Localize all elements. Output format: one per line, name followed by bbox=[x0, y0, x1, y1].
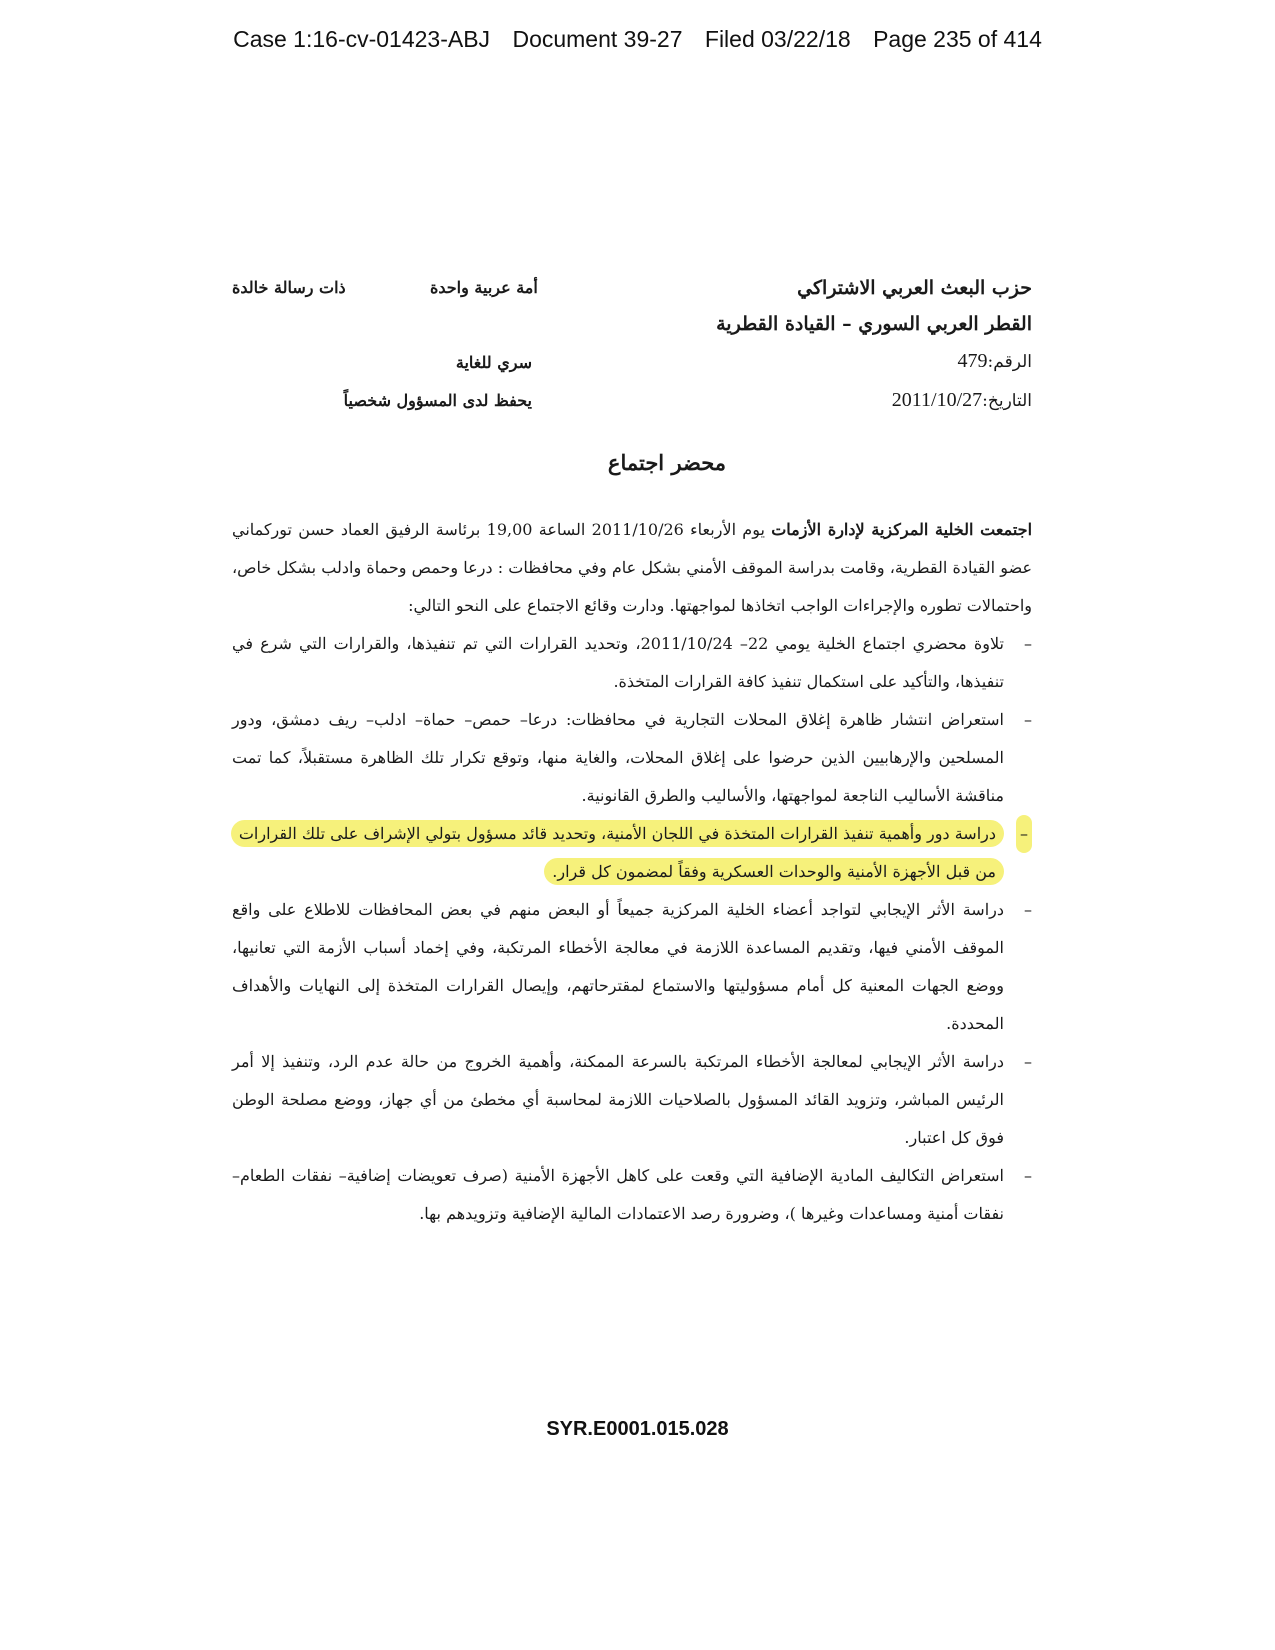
custody-note: يحفظ لدى المسؤول شخصياً bbox=[343, 391, 532, 410]
party-name: حزب البعث العربي الاشتراكي bbox=[797, 277, 1032, 299]
letterhead-issuer bbox=[716, 270, 1032, 420]
document-title: محضر اجتماع bbox=[607, 450, 727, 475]
agenda-item-text: دراسة دور وأهمية تنفيذ القرارات المتخذة في اللجان الأمنية، وتحديد قائد مسؤول بتولي الإشراف على تلك القرارات من قبل الأجهزة الأمنية والوحدات العسكرية وفقاً لمضمون كل قرار. bbox=[231, 820, 1004, 885]
intro-body: يوم الأربعاء 2011/10/26 الساعة 19,00 برئاسة الرفيق العماد حسن توركماني عضو القيادة القطرية، وقامت بدراسة الموقف الأمني بشكل عام وفي محافظات : درعا وحمص وحماة وادلب بشكل خاص، واحتمالات تطوره والإجراءات الواجب اتخاذها لمواجهتها. ودارت وقائع الاجتماع على النحو التالي: bbox=[232, 520, 1032, 615]
number-label: الرقم: bbox=[987, 352, 1032, 372]
classification-block bbox=[302, 344, 532, 420]
agenda-item-text: دراسة الأثر الإيجابي لمعالجة الأخطاء المرتكبة بالسرعة الممكنة، وأهمية الخروج من حالة عدم الرد، وتنفيذ إلا أمر الرئيس المباشر، وتزويد القائد المسؤول بالصلاحيات اللازمة لمحاسبة أي مخطئ من أي جهاز، ووضع مصلحة الوطن فوق كل اعتبار. bbox=[232, 1052, 1005, 1147]
regional-command: القطر العربي السوري – القيادة القطرية bbox=[716, 313, 1032, 335]
document-number: Document 39-27 bbox=[512, 26, 683, 52]
bullet-dash: – bbox=[1024, 1166, 1032, 1185]
bullet-dash: – bbox=[1016, 815, 1032, 853]
agenda-item bbox=[232, 1043, 1032, 1157]
bullet-dash: – bbox=[1024, 710, 1032, 729]
intro-lead: اجتمعت الخلية المركزية لإدارة الأزمات bbox=[771, 520, 1033, 539]
date-label: التاريخ: bbox=[982, 391, 1032, 411]
memo-document bbox=[232, 270, 1032, 1233]
agenda-item bbox=[232, 625, 1032, 701]
number-value: 479 bbox=[957, 350, 988, 372]
filed-date: Filed 03/22/18 bbox=[704, 26, 851, 52]
agenda-item bbox=[232, 891, 1032, 1043]
document-number-line bbox=[716, 342, 1032, 381]
agenda-item-highlighted bbox=[232, 815, 1032, 891]
bates-number: SYR.E0001.015.028 bbox=[546, 1418, 729, 1440]
agenda-list bbox=[232, 625, 1032, 1233]
bullet-dash: – bbox=[1024, 1052, 1032, 1071]
agenda-item bbox=[232, 1157, 1032, 1233]
slogan-eternal-message: ذات رسالة خالدة bbox=[232, 278, 346, 297]
intro-paragraph bbox=[232, 511, 1032, 625]
slogan-one-arab-nation: أمة عربية واحدة bbox=[430, 278, 538, 297]
agenda-item-text: استعراض انتشار ظاهرة إغلاق المحلات التجارية في محافظات: درعا– حمص– حماة– ادلب– ريف دمشق، ودور المسلحين والإرهابيين الذين حرضوا على إغلاق المحلات، والغاية منها، وتوقع تكرار تلك الظاهرة مستقبلاً، كما تمت مناقشة الأساليب الناجعة لمواجهتها، والأساليب والطرق القانونية. bbox=[232, 710, 1004, 805]
bullet-dash: – bbox=[1024, 634, 1032, 653]
agenda-item-text: استعراض التكاليف المادية الإضافية التي وقعت على كاهل الأجهزة الأمنية (صرف تعويضات إضافية– نفقات الطعام– نفقات أمنية ومساعدات وغيرها )، وضرورة رصد الاعتمادات المالية الإضافية وتزويدهم بها. bbox=[232, 1166, 1004, 1223]
bullet-dash: – bbox=[1024, 900, 1032, 919]
court-filing-header bbox=[0, 26, 1275, 53]
agenda-item-text: دراسة الأثر الإيجابي لتواجد أعضاء الخلية المركزية جميعاً أو البعض منهم في بعض المحافظات للاطلاع على واقع الموقف الأمني فيها، وتقديم المساعدة اللازمة في معالجة الأخطاء المرتكبة، وفي إخماد أسباب الأزمة التي تعانيها، ووضع الجهات المعنية كل أمام مسؤوليتها والاستماع لمقترحاتهم، وإيصال القرارات المتخذة إلى النهايات والأهداف المحددة. bbox=[232, 900, 1004, 1033]
page-indicator: Page 235 of 414 bbox=[873, 26, 1042, 52]
agenda-item bbox=[232, 701, 1032, 815]
document-date-line bbox=[716, 381, 1032, 420]
date-value: 2011/10/27 bbox=[891, 389, 983, 411]
letterhead bbox=[232, 270, 1032, 440]
classification-label: سري للغاية bbox=[455, 353, 532, 372]
agenda-item-text: تلاوة محضري اجتماع الخلية يومي 22– 2011/10/24، وتحديد القرارات التي تم تنفيذها، والقرارات التي شرع في تنفيذها، والتأكيد على استكمال تنفيذ كافة القرارات المتخذة. bbox=[232, 634, 1004, 691]
case-number: Case 1:16-cv-01423-ABJ bbox=[233, 26, 491, 52]
